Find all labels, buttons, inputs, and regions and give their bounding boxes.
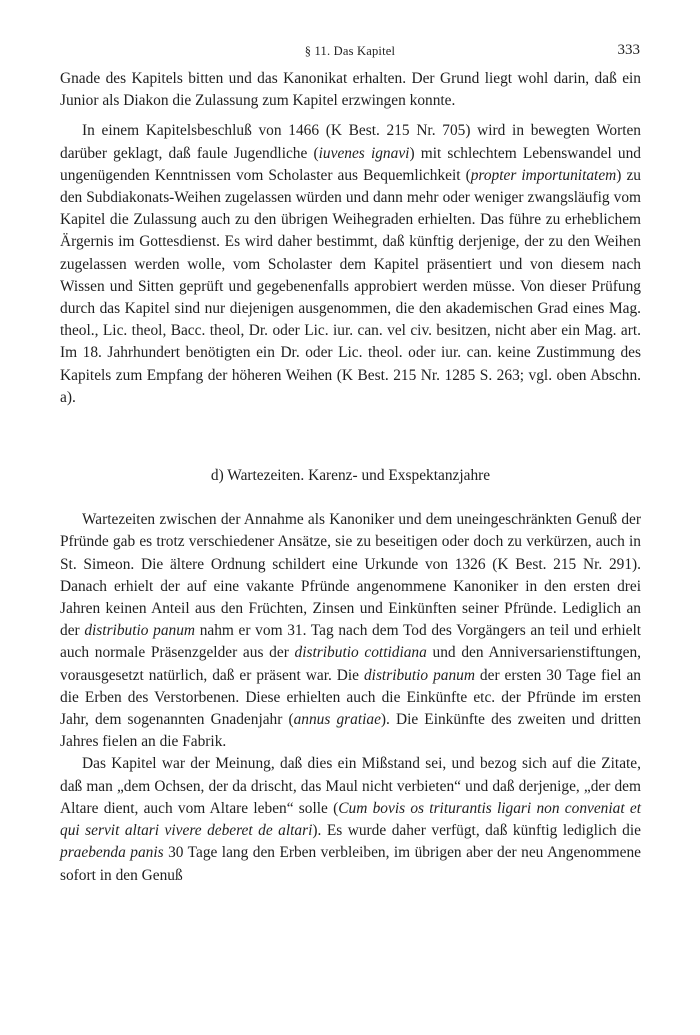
text-span: 30 Tage lang den Erben verbleiben, im übrigen aber der neu Angenommene sofort in den Genuß [60, 844, 641, 884]
text-span: ). Es wurde daher verfügt, daß künftig lediglich die [312, 822, 641, 840]
latin-term: propter importunitatem [470, 166, 617, 184]
latin-term: iuvenes ignavi [318, 144, 410, 162]
text-span: der ersten 30 Tage fiel an die Erben des Verstorbenen. Diese erhielten auch die Einkünfte etc. der Pfründe im ersten Jahr, dem sogenannten Gnadenjahr ( [60, 666, 641, 729]
latin-term: praebenda panis [60, 844, 164, 862]
running-title: § 11. Das Kapitel [304, 44, 396, 58]
text-span: und den Anniversarienstiftungen, vorausgesetzt natürlich, daß er präsent war. Die [60, 644, 642, 684]
text-span: ). Die Einkünfte des zweiten und dritten Jahres fielen an die Fabrik. [60, 711, 641, 751]
section-heading: d) Wartezeiten. Karenz- und Exspektanzjahre [210, 467, 491, 485]
latin-term: annus gratiae [293, 711, 381, 729]
text-span: ) zu den Subdiakonats-Weihen zugelassen würden und dann mehr oder weniger zwangsläufig vom Kapitel die Zulassung auch zu den übrigen Weihegraden erhielten. Das führe zu erheblichem Ärgernis im Gottesdienst. Es wird daher bestimmt, daß künftig derjenige, der zu den Weihen zugelassen werden wolle, vom Scholaster dem Kapitel präsentiert und von diesem nach Wissen und Sitten geprüft und gegebenenfalls approbiert werden müsse. Von dieser Prüfung durch das Kapitel sind nur diejenigen ausgenommen, die den akademischen Grad eines Mag. theol., Lic. theol, Bacc. theol, Dr. oder Lic. iur. can. vel civ. besitzen, nicht aber ein Mag. art. Im 18. Jahrhundert benötigten ein Dr. oder Lic. theol. oder iur. can. keine Zustimmung des Kapitels zum Empfang der höheren Weihen (K Best. 215 Nr. 1285 S. 263; vgl. oben Abschn. a). [60, 166, 641, 406]
text-span: nahm er vom 31. Tag nach dem Tod des Vorgängers an teil und erhielt auch normale Präsenzgelder aus der [60, 622, 641, 662]
text-span: Wartezeiten zwischen der Annahme als Kanoniker und dem uneingeschränkten Genuß der Pfründe gab es trotz verschiedener Ansätze, sie zu beseitigen oder doch zu verkürzen, auch in St. Simeon. Die ältere Ordnung schildert eine Urkunde von 1326 (K Best. 215 Nr. 291). Danach erhielt der auf eine vakante Pfründe angenommene Kanoniker in den ersten drei Jahren keinen Anteil aus den Früchten, Zinsen und Einkünften seiner Pfründe. Lediglich an der [60, 511, 641, 640]
body-text [60, 68, 641, 887]
page-number: 333 [617, 42, 640, 58]
latin-term: distributio panum [363, 666, 475, 684]
text-span: In einem Kapitelsbeschluß von 1466 (K Best. 215 Nr. 705) wird in bewegten Worten darüber geklagt, daß faule Jugendliche ( [60, 122, 641, 162]
text-span: Das Kapitel war der Meinung, daß dies ein Mißstand sei, und bezog sich auf die Zitate, daß man „dem Ochsen, der da drischt, das Maul nicht verbieten“ und daß derjenige, „der dem Altare dient, auch vom Altare leben“ solle ( [60, 755, 641, 817]
paragraph-chapter-opinion [60, 753, 641, 886]
paragraph-chapter-resolution [60, 120, 641, 409]
text-span: ) mit schlechtem Lebenswandel und ungenügenden Kenntnissen vom Scholaster aus Bequemlichkeit ( [60, 144, 641, 184]
paragraph-continuation [60, 68, 641, 112]
paragraph-waiting-periods [60, 509, 641, 753]
latin-term: distributio cottidiana [294, 644, 427, 662]
text-span: Gnade des Kapitels bitten und das Kanonikat erhalten. Der Grund liegt wohl darin, daß ein Junior als Diakon die Zulassung zum Kapitel erzwingen konnte. [60, 70, 641, 110]
latin-quotation: Cum bovis os triturantis ligari non conveniat et qui servit altari vivere deberet de altari [60, 799, 641, 840]
latin-term: distributio panum [84, 622, 196, 640]
